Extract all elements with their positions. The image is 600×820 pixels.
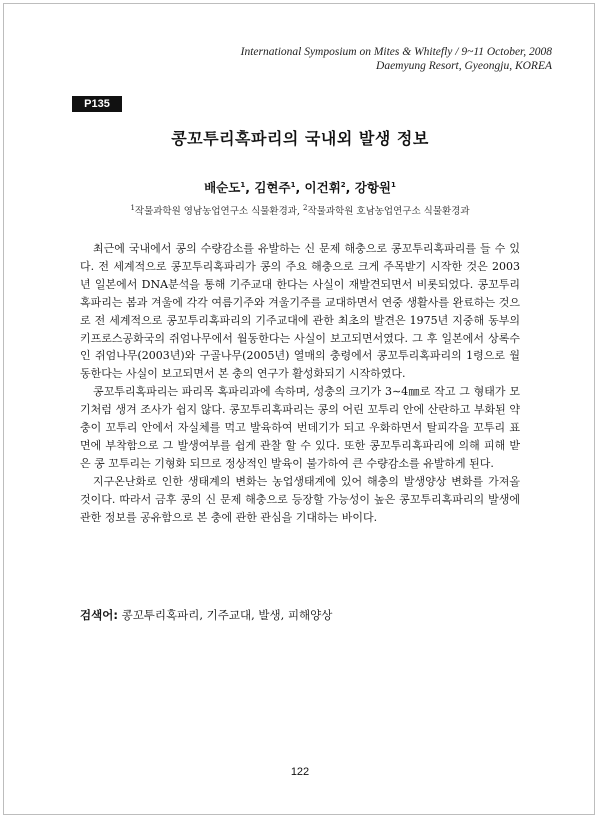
keywords: [80, 607, 540, 623]
paper-title: 콩꼬투리혹파리의 국내외 발생 정보: [171, 129, 429, 148]
author-name: 강항원: [354, 180, 391, 195]
header-line-1: International Symposium on Mites & Whitefly / 9~11 October, 2008: [240, 46, 552, 58]
affiliation-text: 작물과학원 호남농업연구소 식물환경과: [307, 206, 470, 217]
affiliation-mark: 2: [303, 203, 308, 212]
affiliations: [0, 203, 600, 217]
poster-id-badge: P135: [72, 96, 122, 112]
page-number: 122: [290, 766, 310, 778]
abstract-body: [80, 240, 520, 527]
affiliation-mark: 1: [130, 203, 135, 212]
conference-header: [241, 45, 552, 73]
author-affiliation-mark: 2: [340, 180, 346, 189]
author-affiliation-mark: 1: [290, 180, 296, 189]
abstract-paragraph: 지구온난화로 인한 생태계의 변화는 농업생태계에 있어 해충의 발생양상 변화를 가져올 것이다. 따라서 금후 콩의 신 문제 해충으로 등장할 가능성이 높은 콩꼬투리혹파리의 발생에 관한 정보를 공유함으로 본 충에 관한 관심을 기대하는 바이다.: [80, 474, 520, 524]
abstract-paragraph: 최근에 국내에서 콩의 수량감소를 유발하는 신 문제 해충으로 콩꼬투리혹파리를 들 수 있다. 전 세계적으로 콩꼬투리혹파리가 콩의 주요 해충으로 크게 주목받기 시작한 것은 2003년 일본에서 DNA분석을 통해 기주교대 한다는 사실이 재발견되면서 비롯되었다. 콩꼬투리혹파리는 봄과 겨울에 각각 여름기주와 겨울기주를 교대하면서 연중 생활사를 완료하는 것으로 전 세계적으로 콩꼬투리혹파리의 기주교대에 관한 최초의 발견은 1975년 지중해 동부의 키프로스공화국의 쥐엄나무에서 월동한다는 사실이 보고되면서였다. 그 후 일본에서 상록수인 쥐엄나무(2003년)와 구골나무(2005년) 열매의 충령에서 콩꼬투리혹파리의 1령으로 월동한다는 사실이 보고되면서 본 충의 연구가 활성화되기 시작하였다.: [80, 242, 520, 381]
author-name: 배순도: [204, 180, 241, 195]
author-affiliation-mark: 1: [391, 180, 396, 189]
author-name: 이건휘: [304, 180, 341, 195]
author-name: 김현주: [254, 180, 291, 195]
keywords-text: 콩꼬투리혹파리, 기주교대, 발생, 피해양상: [121, 608, 333, 622]
affiliation-text: 작물과학원 영남농업연구소 식물환경과,: [134, 206, 300, 217]
abstract-paragraph: 콩꼬투리혹파리는 파리목 혹파리과에 속하며, 성충의 크기가 3∼4㎜로 작고 그 형태가 모기처럼 생겨 조사가 쉽지 않다. 콩꼬투리혹파리는 콩의 어린 꼬투리 안에 산란하고 부화된 약충이 꼬투리 안에서 자실체를 먹고 발육하여 번데기가 되고 우화하면서 탈피각을 꼬투리 표면에 부착함으로 그 발생여부를 쉽게 관찰 할 수 있다. 또한 콩꼬투리혹파리에 의해 피해 받은 콩 꼬투리는 기형화 되므로 정상적인 발육이 불가하여 큰 수량감소를 유발하게 된다.: [80, 385, 520, 470]
author-list: 배순도$^1$, 김현주$^1$, 이건휘$^2$, 강항원$^1$: [204, 180, 396, 195]
header-line-2: Daemyung Resort, Gyeongju, KOREA: [376, 60, 552, 72]
author-affiliation-mark: 1: [240, 180, 246, 189]
keywords-label: 검색어:: [80, 608, 118, 622]
